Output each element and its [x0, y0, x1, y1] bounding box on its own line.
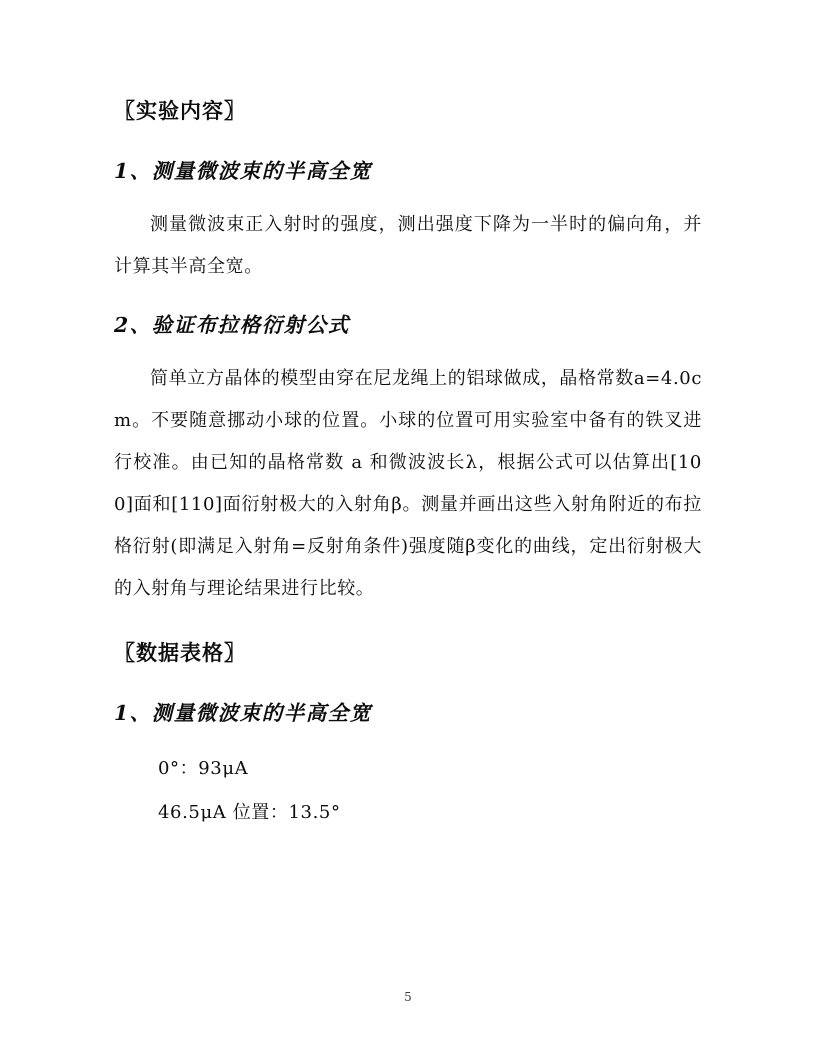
paragraph-fwhm-measurement: 测量微波束正入射时的强度，测出强度下降为一半时的偏向角，并计算其半高全宽。: [114, 214, 702, 277]
spacer: [114, 610, 702, 638]
sub-heading-data-1-fwhm-measurement: 1、测量微波束的半高全宽: [114, 701, 372, 725]
spacer: [114, 728, 702, 754]
paragraph-bragg-verification: 简单立方晶体的模型由穿在尼龙绳上的铝球做成，晶格常数a=4.0cm。不要随意挪动小球的位置。小球的位置可用实验室中备有的铁叉进行校准。由已知的晶格常数 a 和微波波长λ，根据公式可以估算出[100]面和[110]面衍射极大的入射角β。测量并画出这些入射角附近的布拉格衍射(即满足入射角=反射角条件)强度随β变化的曲线，定出衍射极大的入射角与理论结果进行比较。: [114, 368, 702, 599]
section-heading-data-table: 〖数据表格〗: [114, 640, 246, 665]
sub-heading-1-fwhm-measurement: 1、测量微波束的半高全宽: [114, 159, 372, 183]
sub-heading-2-bragg-verification: 2、验证布拉格衍射公式: [114, 313, 350, 337]
document-body: [114, 96, 702, 828]
spacer: [114, 340, 702, 358]
spacer: [114, 186, 702, 204]
spacer: [114, 288, 702, 310]
data-line-zero-degree-current: 0°：93μA: [158, 758, 249, 779]
section-heading-experiment-content: 〖实验内容〗: [114, 98, 246, 123]
spacer: [114, 126, 702, 156]
spacer: [114, 784, 702, 798]
spacer: [114, 668, 702, 698]
data-line-half-current-position: 46.5μA 位置：13.5°: [158, 802, 341, 823]
page-number: 5: [404, 990, 412, 1004]
